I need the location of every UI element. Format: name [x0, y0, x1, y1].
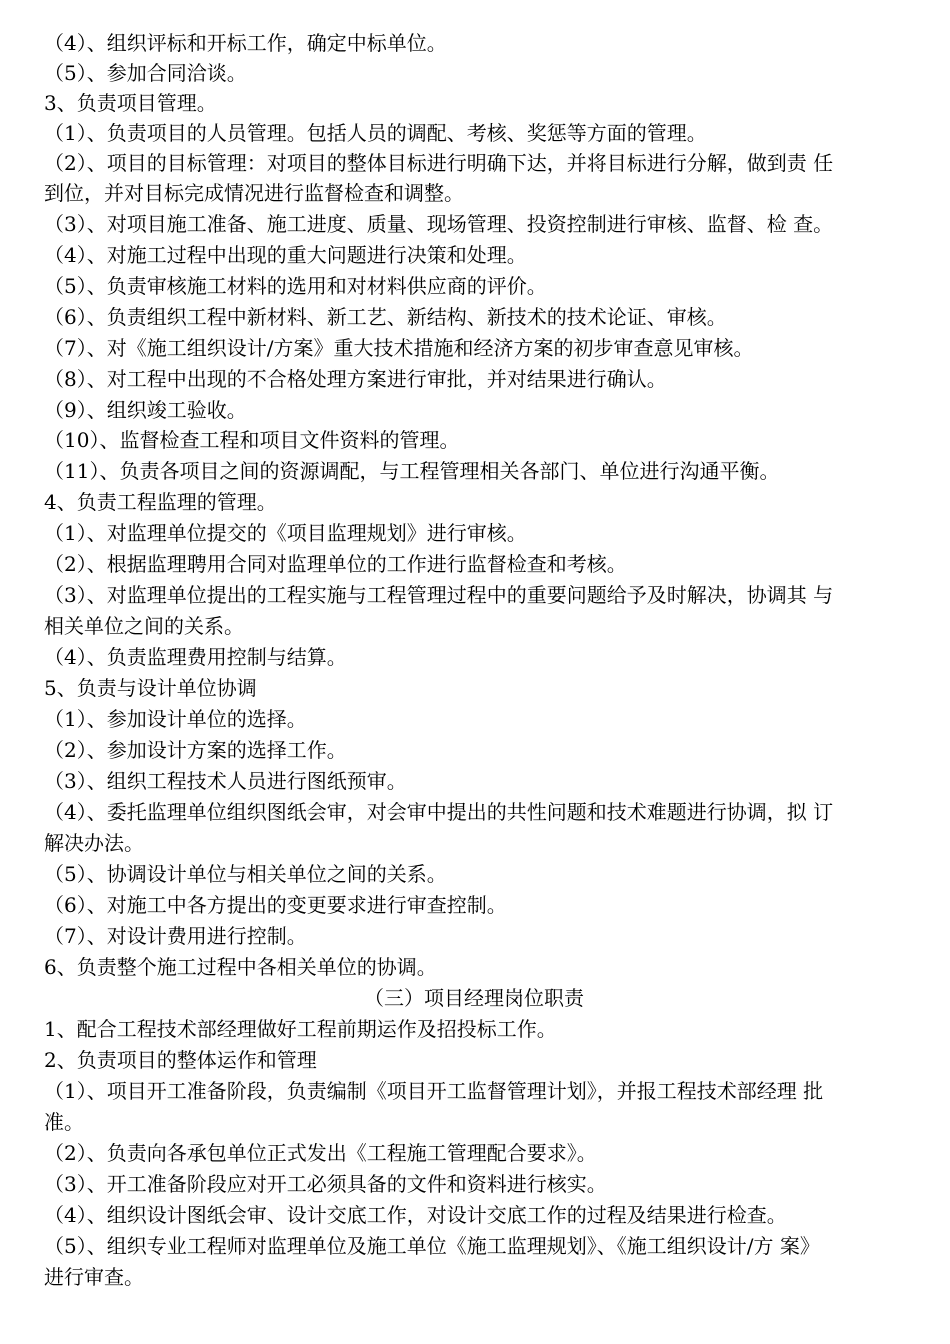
text-line: （4）、组织评标和开标工作，确定中标单位。	[44, 31, 447, 55]
text-line: （3）、对监理单位提出的工程实施与工程管理过程中的重要问题给予及时解决，协调其 与	[44, 583, 834, 607]
text-line: （6）、对施工中各方提出的变更要求进行审查控制。	[44, 893, 507, 917]
text-line: 解决办法。	[44, 831, 144, 855]
text-line: （7）、对设计费用进行控制。	[44, 924, 307, 948]
text-line: （3）、开工准备阶段应对开工必须具备的文件和资料进行核实。	[44, 1172, 607, 1196]
text-line: 5、负责与设计单位协调	[44, 676, 257, 700]
text-line: （3）、组织工程技术人员进行图纸预审。	[44, 769, 407, 793]
text-line: 相关单位之间的关系。	[44, 614, 244, 638]
text-line: （5）、组织专业工程师对监理单位及施工单位《施工监理规划》、《施工组织设计/方 案》	[44, 1234, 820, 1258]
text-line: （1）、参加设计单位的选择。	[44, 707, 307, 731]
text-line: （1）、项目开工准备阶段，负责编制《项目开工监督管理计划》，并报工程技术部经理 批	[44, 1079, 824, 1103]
text-line: （9）、组织竣工验收。	[44, 398, 247, 422]
text-line: 准。	[44, 1110, 84, 1134]
section-heading: （三）项目经理岗位职责	[364, 986, 584, 1010]
text-line: （1）、对监理单位提交的《项目监理规划》进行审核。	[44, 521, 527, 545]
text-line: （2）、参加设计方案的选择工作。	[44, 738, 347, 762]
text-line: 6、负责整个施工过程中各相关单位的协调。	[44, 955, 437, 979]
text-line: （6）、负责组织工程中新材料、新工艺、新结构、新技术的技术论证、审核。	[44, 305, 727, 329]
text-line: （10）、监督检查工程和项目文件资料的管理。	[44, 428, 460, 452]
text-line: （1）、负责项目的人员管理。包括人员的调配、考核、奖惩等方面的管理。	[44, 121, 707, 145]
text-line: （5）、协调设计单位与相关单位之间的关系。	[44, 862, 447, 886]
text-line: （4）、委托监理单位组织图纸会审，对会审中提出的共性问题和技术难题进行协调，拟 订	[44, 800, 834, 824]
text-line: 到位，并对目标完成情况进行监督检查和调整。	[44, 181, 464, 205]
text-line: （2）、项目的目标管理：对项目的整体目标进行明确下达，并将目标进行分解，做到责 任	[44, 151, 834, 175]
text-line: （8）、对工程中出现的不合格处理方案进行审批，并对结果进行确认。	[44, 367, 667, 391]
text-line: （2）、根据监理聘用合同对监理单位的工作进行监督检查和考核。	[44, 552, 627, 576]
text-line: （4）、负责监理费用控制与结算。	[44, 645, 347, 669]
text-line: 4、负责工程监理的管理。	[44, 490, 277, 514]
text-line: （5）、负责审核施工材料的选用和对材料供应商的评价。	[44, 274, 547, 298]
text-line: （7）、对《施工组织设计/方案》重大技术措施和经济方案的初步审查意见审核。	[44, 336, 754, 360]
text-line: 1、配合工程技术部经理做好工程前期运作及招投标工作。	[44, 1017, 557, 1041]
text-line: （5）、参加合同洽谈。	[44, 61, 247, 85]
text-line: 3、负责项目管理。	[44, 91, 217, 115]
text-line: 进行审查。	[44, 1265, 144, 1289]
text-line: 2、负责项目的整体运作和管理	[44, 1048, 317, 1072]
text-line: （11）、负责各项目之间的资源调配，与工程管理相关各部门、单位进行沟通平衡。	[44, 459, 780, 483]
text-line: （4）、对施工过程中出现的重大问题进行决策和处理。	[44, 243, 527, 267]
text-line: （4）、组织设计图纸会审、设计交底工作，对设计交底工作的过程及结果进行检查。	[44, 1203, 787, 1227]
text-line: （2）、负责向各承包单位正式发出《工程施工管理配合要求》。	[44, 1141, 597, 1165]
text-line: （3）、对项目施工准备、施工进度、质量、现场管理、投资控制进行审核、监督、检 查。	[44, 212, 834, 236]
